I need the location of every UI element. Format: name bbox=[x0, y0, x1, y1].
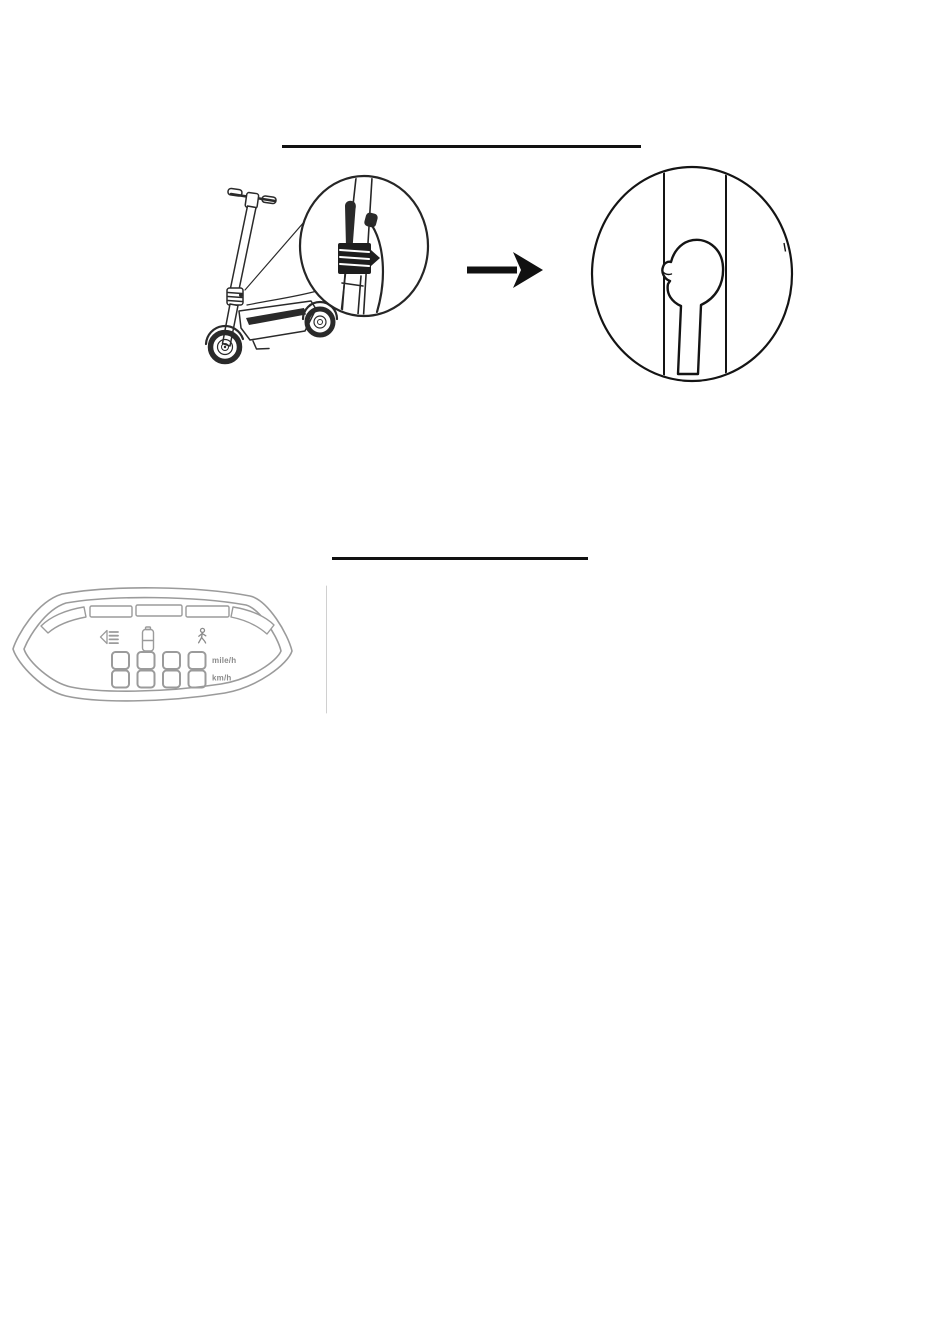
stem bbox=[230, 206, 256, 292]
section-underline-middle bbox=[332, 557, 588, 560]
speed-digits bbox=[112, 652, 206, 688]
folding-detail-callout-closed bbox=[592, 165, 792, 384]
deck bbox=[239, 301, 316, 349]
unit-label-mile-per-hour: mile/h bbox=[212, 656, 237, 665]
battery-segment bbox=[136, 605, 182, 616]
battery-segment bbox=[186, 606, 229, 617]
handlebar bbox=[228, 188, 277, 209]
section-underline-top bbox=[282, 145, 641, 148]
battery-segment bbox=[231, 607, 274, 634]
digit bbox=[163, 652, 180, 688]
right-arrow-icon bbox=[467, 252, 543, 288]
digit bbox=[138, 652, 155, 688]
pedestrian-mode-icon bbox=[199, 628, 206, 643]
folding-joint bbox=[227, 288, 243, 305]
battery-gauge bbox=[41, 605, 274, 634]
headlight-icon bbox=[101, 631, 119, 644]
folding-detail-callout-open bbox=[300, 176, 428, 316]
unit-label-km-per-hour: km/h bbox=[212, 673, 232, 683]
digit bbox=[112, 652, 129, 688]
digit bbox=[189, 652, 206, 688]
battery-segment bbox=[41, 607, 86, 633]
left-grip bbox=[228, 188, 243, 196]
battery-icon bbox=[143, 627, 154, 651]
battery-segment bbox=[90, 606, 132, 617]
rear-wheel bbox=[307, 309, 333, 335]
speedometer-figure bbox=[13, 586, 327, 713]
kick-plate bbox=[253, 341, 269, 349]
